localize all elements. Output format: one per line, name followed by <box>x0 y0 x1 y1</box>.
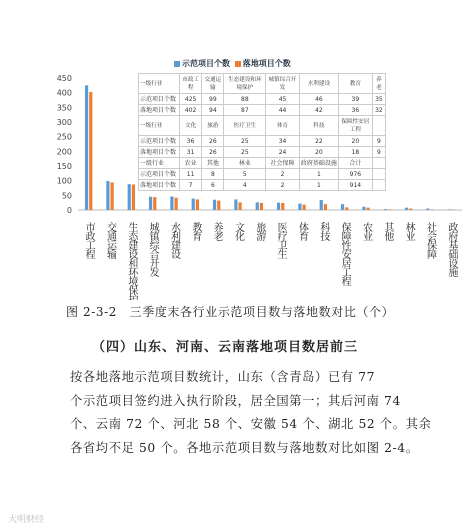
bar <box>132 184 135 210</box>
table-cell: 22 <box>299 136 338 147</box>
bar <box>431 209 434 210</box>
table-cell: 养老 <box>372 74 385 94</box>
table-cell: 32 <box>372 105 385 116</box>
table-cell: 文化 <box>180 116 202 136</box>
x-tick-label: 医疗卫生 <box>275 222 287 258</box>
x-tick-label: 水利建设 <box>168 222 180 258</box>
table-cell: 示范项目个数 <box>139 94 180 105</box>
bar <box>260 203 263 210</box>
table-cell: 26 <box>202 147 224 158</box>
bar <box>192 199 195 210</box>
bar <box>298 204 301 210</box>
x-tick-label: 交通运输 <box>104 222 116 258</box>
table-cell: 5 <box>224 169 266 180</box>
table-cell: 科技 <box>299 116 338 136</box>
table-cell: 生态建设和环境保护 <box>224 74 266 94</box>
table-cell: 市政工程 <box>180 74 202 94</box>
bar <box>303 205 306 210</box>
bar <box>277 203 280 210</box>
x-tick-label: 市政工程 <box>83 222 95 258</box>
x-tick-label: 其他 <box>381 222 393 240</box>
y-tick-label: 150 <box>56 162 72 171</box>
bar <box>388 209 391 210</box>
x-tick-label: 保障性安居工程 <box>339 222 351 285</box>
bar <box>170 197 173 210</box>
bar <box>405 208 408 210</box>
table-cell: 一级行业 <box>139 116 180 136</box>
y-tick-label: 0 <box>66 206 72 215</box>
table-cell: 87 <box>224 105 266 116</box>
bar <box>341 204 344 210</box>
table-row <box>139 116 386 136</box>
bar <box>324 204 327 210</box>
bar <box>367 208 370 210</box>
table-row <box>139 180 386 191</box>
bar <box>128 184 131 210</box>
y-tick-label: 100 <box>56 176 72 186</box>
paragraph-line: 个、云南 72 个、河北 58 个、安徽 54 个、湖北 52 个。其余 <box>70 417 432 431</box>
bar <box>320 200 323 210</box>
legend-swatch-landed <box>235 61 241 67</box>
table-row <box>139 136 386 147</box>
table-cell: 35 <box>372 94 385 105</box>
table-cell: 一级行业 <box>139 158 180 169</box>
table-cell: 4 <box>224 180 266 191</box>
table-cell: 其他 <box>202 158 224 169</box>
x-tick-label: 社会保障 <box>424 222 436 258</box>
table-cell: 1 <box>299 180 338 191</box>
table-cell: 46 <box>299 94 338 105</box>
x-tick-label: 城镇综合开发 <box>147 222 159 276</box>
table-cell: 水利建设 <box>299 74 338 94</box>
table-cell: 合计 <box>338 158 372 169</box>
table-cell: 99 <box>202 94 224 105</box>
x-tick-label: 养老 <box>211 222 223 240</box>
table-cell <box>372 180 385 191</box>
table-cell: 林业 <box>224 158 266 169</box>
bar <box>175 198 178 210</box>
table-cell: 25 <box>224 147 266 158</box>
section-title: （四）山东、河南、云南落地项目数居前三 <box>92 340 359 355</box>
table-cell: 26 <box>202 136 224 147</box>
chart-legend <box>172 58 291 69</box>
x-tick-label: 文化 <box>232 222 244 240</box>
table-cell: 402 <box>180 105 202 116</box>
table-cell: 42 <box>299 105 338 116</box>
bar <box>426 209 429 210</box>
table-cell: 24 <box>266 147 300 158</box>
table-cell: 一级行业 <box>139 74 180 94</box>
paragraph-line: 按各地落地示范项目数统计，山东（含青岛）已有 77 <box>70 370 376 384</box>
table-cell: 25 <box>224 136 266 147</box>
table-cell: 18 <box>338 147 372 158</box>
bar <box>409 209 412 210</box>
paragraph <box>70 366 432 460</box>
x-tick-label: 生态建设和环境保护 <box>125 222 137 300</box>
table-cell: 政府基础设施 <box>300 159 337 167</box>
table-row <box>139 74 386 94</box>
table-row <box>139 105 386 116</box>
table-cell: 36 <box>180 136 202 147</box>
legend-label-demo: 示范项目个数 <box>182 59 230 68</box>
watermark: 大明财经 <box>8 515 45 525</box>
table-cell: 保障性安居工程 <box>338 116 372 136</box>
table-cell: 1 <box>299 169 338 180</box>
y-tick-label: 400 <box>56 88 72 98</box>
legend-swatch-demo <box>174 61 180 67</box>
x-tick-label: 教育 <box>189 222 201 240</box>
data-table <box>138 73 386 191</box>
table-cell: 体育 <box>266 116 300 136</box>
table-cell: 914 <box>338 180 372 191</box>
bar <box>384 209 387 210</box>
table-cell: 94 <box>202 105 224 116</box>
table-cell: 11 <box>180 169 202 180</box>
y-tick-label: 250 <box>56 132 72 142</box>
table-row <box>139 94 386 105</box>
y-tick-label: 200 <box>56 147 72 157</box>
bar <box>217 201 220 210</box>
bar <box>111 182 114 210</box>
bar <box>85 85 88 210</box>
table-cell: 示范项目个数 <box>139 169 180 180</box>
y-tick-label: 300 <box>56 118 72 127</box>
x-tick-label: 体育 <box>296 222 308 240</box>
table-cell: 6 <box>202 180 224 191</box>
x-tick-label: 林业 <box>403 222 415 240</box>
table-cell: 2 <box>266 169 300 180</box>
figure-caption: 图 2-3-2 三季度末各行业示范项目数与落地数对比（个） <box>66 305 395 319</box>
table-cell: 88 <box>224 94 266 105</box>
table-cell: 44 <box>266 105 300 116</box>
table-cell: 落地项目个数 <box>139 105 180 116</box>
table-cell: 20 <box>338 136 372 147</box>
table-cell: 9 <box>372 136 385 147</box>
bar <box>153 197 156 210</box>
paragraph-line: 各省均不足 50 个。各地示范项目数与落地数对比如图 2-4。 <box>70 440 419 455</box>
bar <box>256 202 259 210</box>
paragraph-line: 个示范项目签约进入执行阶段，居全国第一；其后河南 74 <box>70 393 401 408</box>
bar <box>234 199 237 210</box>
table-row <box>139 158 386 169</box>
x-tick-label: 旅游 <box>253 222 265 240</box>
y-tick-label: 50 <box>61 191 72 201</box>
table-cell: 7 <box>180 180 202 191</box>
table-cell: 教育 <box>338 74 372 94</box>
table-cell: 9 <box>372 147 385 158</box>
bar <box>196 199 199 210</box>
bar <box>149 197 152 210</box>
table-cell: 城镇综合开发 <box>266 74 300 94</box>
legend-label-landed: 落地项目个数 <box>242 59 291 68</box>
table-cell: 8 <box>202 169 224 180</box>
table-cell <box>372 116 385 136</box>
bar <box>448 209 451 210</box>
bar <box>362 207 365 210</box>
table-cell: 示范项目个数 <box>139 136 180 147</box>
bar <box>452 210 455 211</box>
table-cell: 2 <box>266 180 300 191</box>
table-cell: 旅游 <box>202 116 224 136</box>
bar <box>106 181 109 210</box>
x-tick-label: 农业 <box>360 222 372 240</box>
table-row <box>139 169 386 180</box>
table-cell: 落地项目个数 <box>139 180 180 191</box>
table-cell: 交通运输 <box>202 74 224 94</box>
table-cell <box>372 169 385 180</box>
y-tick-label: 350 <box>56 103 72 113</box>
bar <box>345 207 348 210</box>
table-cell: 976 <box>338 169 372 180</box>
x-tick-label: 科技 <box>317 222 329 240</box>
table-cell <box>372 158 385 169</box>
bar <box>213 200 216 210</box>
bar <box>239 202 242 210</box>
table-cell: 425 <box>180 94 202 105</box>
table-cell: 20 <box>299 147 338 158</box>
table-cell: 农业 <box>180 158 202 169</box>
table-cell: 36 <box>338 105 372 116</box>
table-cell: 45 <box>266 94 300 105</box>
x-tick-label: 政府基础设施 <box>445 222 457 276</box>
table-cell: 34 <box>266 136 300 147</box>
bar <box>89 92 92 210</box>
table-cell: 医疗卫生 <box>224 116 266 136</box>
y-tick-label: 450 <box>56 74 72 83</box>
table-row <box>139 147 386 158</box>
table-cell: 落地项目个数 <box>139 147 180 158</box>
bar <box>281 203 284 210</box>
table-cell: 社会保障 <box>266 158 300 169</box>
table-cell: 31 <box>180 147 202 158</box>
table-cell: 39 <box>338 94 372 105</box>
